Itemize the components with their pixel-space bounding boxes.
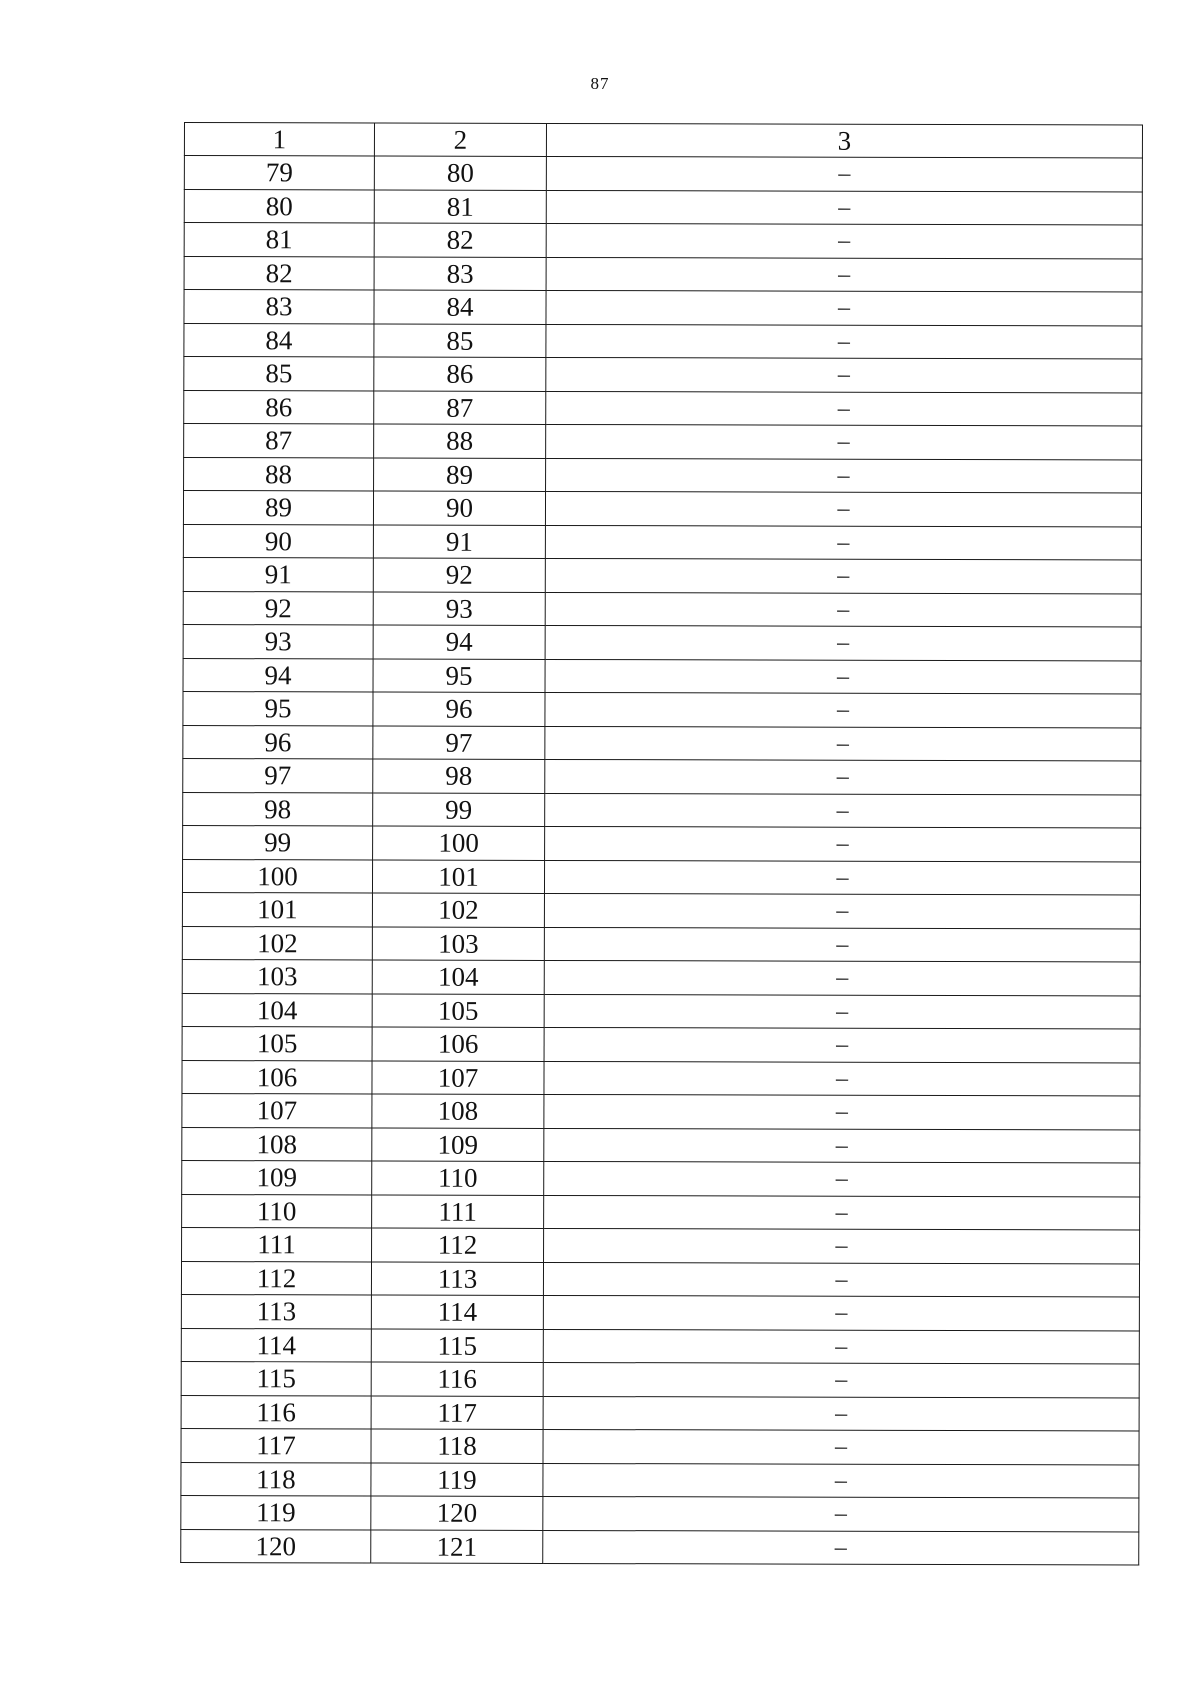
- table-row: [183, 758, 1141, 794]
- table-row: [181, 1361, 1139, 1397]
- table-cell-col-2: 87: [374, 390, 546, 424]
- table-cell-col-2: 99: [373, 792, 545, 826]
- table-cell-col-1: 115: [181, 1361, 371, 1395]
- table-cell-col-3: –: [543, 1463, 1139, 1498]
- table-cell-col-1: 85: [184, 357, 374, 391]
- table-cell-col-3: –: [545, 592, 1141, 627]
- table-cell-col-1: 114: [181, 1328, 371, 1362]
- table-cell-col-3: –: [543, 1429, 1139, 1464]
- table-row: [184, 424, 1142, 460]
- table-cell-col-1: 117: [181, 1428, 371, 1462]
- table-cell-col-2: 86: [374, 357, 546, 391]
- table-cell-col-1: 110: [182, 1194, 372, 1228]
- table-row: [184, 156, 1142, 192]
- table-cell-col-2: 90: [373, 491, 545, 525]
- column-header-2: 2: [374, 123, 546, 156]
- table-cell-col-2: 117: [371, 1395, 543, 1429]
- table-cell-col-3: –: [544, 1027, 1140, 1062]
- table-cell-col-2: 114: [371, 1295, 543, 1329]
- table-cell-col-3: –: [544, 927, 1140, 962]
- table-cell-col-1: 111: [182, 1227, 372, 1261]
- table-cell-col-1: 99: [183, 825, 373, 859]
- table-cell-col-3: –: [546, 458, 1142, 493]
- table-row: [183, 557, 1141, 593]
- table-cell-col-1: 104: [182, 993, 372, 1027]
- table-cell-col-2: 91: [373, 524, 545, 558]
- table-row: [183, 825, 1141, 861]
- table-row: [183, 491, 1141, 527]
- table-cell-col-2: 108: [372, 1094, 544, 1128]
- table-cell-col-2: 82: [374, 223, 546, 257]
- table-cell-col-1: 86: [184, 390, 374, 424]
- table-cell-col-2: 100: [373, 826, 545, 860]
- table-row: [182, 1127, 1140, 1163]
- table-cell-col-3: –: [545, 525, 1141, 560]
- table-row: [184, 390, 1142, 426]
- table-cell-col-1: 119: [181, 1495, 371, 1529]
- table-cell-col-2: 106: [372, 1027, 544, 1061]
- table-cell-col-2: 104: [372, 960, 544, 994]
- table-cell-col-3: –: [545, 659, 1141, 694]
- table-row: [182, 859, 1140, 895]
- table-cell-col-3: –: [545, 726, 1141, 761]
- table-cell-col-1: 94: [183, 658, 373, 692]
- table-row: [181, 1529, 1139, 1565]
- table-cell-col-3: –: [546, 357, 1142, 392]
- table-row: [181, 1294, 1139, 1330]
- table-row: [182, 1160, 1140, 1196]
- table-row: [181, 1462, 1139, 1498]
- table-row: [184, 290, 1142, 326]
- table-cell-col-3: –: [544, 893, 1140, 928]
- table-cell-col-3: –: [543, 1329, 1139, 1364]
- table-cell-col-3: –: [546, 257, 1142, 292]
- table-cell-col-1: 103: [182, 959, 372, 993]
- table-cell-col-1: 88: [184, 457, 374, 491]
- table-row: [183, 591, 1141, 627]
- table-cell-col-2: 113: [371, 1261, 543, 1295]
- table-cell-col-1: 106: [182, 1060, 372, 1094]
- table-row: [182, 1060, 1140, 1096]
- table-cell-col-2: 95: [373, 658, 545, 692]
- table-cell-col-3: –: [544, 960, 1140, 995]
- table-row: [183, 658, 1141, 694]
- table-cell-col-3: –: [545, 558, 1141, 593]
- table-cell-col-2: 94: [373, 625, 545, 659]
- table-row: [183, 524, 1141, 560]
- table-cell-col-1: 102: [182, 926, 372, 960]
- table-cell-col-1: 93: [183, 624, 373, 658]
- table-cell-col-3: –: [544, 1128, 1140, 1163]
- table-cell-col-2: 80: [374, 156, 546, 190]
- table-row: [182, 892, 1140, 928]
- table-cell-col-2: 109: [372, 1127, 544, 1161]
- table-cell-col-1: 89: [183, 491, 373, 525]
- table-cell-col-3: –: [546, 424, 1142, 459]
- table-cell-col-3: –: [544, 994, 1140, 1029]
- table-cell-col-1: 105: [182, 1026, 372, 1060]
- table-cell-col-3: –: [544, 1228, 1140, 1263]
- table-cell-col-2: 83: [374, 256, 546, 290]
- table-cell-col-1: 107: [182, 1093, 372, 1127]
- table-cell-col-1: 112: [181, 1261, 371, 1295]
- table-cell-col-3: –: [543, 1262, 1139, 1297]
- table-cell-col-1: 87: [184, 424, 374, 458]
- table-cell-col-2: 102: [372, 893, 544, 927]
- page-number: 87: [590, 74, 610, 93]
- table-cell-col-2: 84: [374, 290, 546, 324]
- table-cell-col-3: –: [545, 625, 1141, 660]
- table-cell-col-2: 88: [374, 424, 546, 458]
- table-row: [183, 792, 1141, 828]
- table-row: [182, 1026, 1140, 1062]
- table-cell-col-3: –: [545, 826, 1141, 861]
- table-cell-col-1: 98: [183, 792, 373, 826]
- table-cell-col-1: 83: [184, 290, 374, 324]
- table-row: [184, 357, 1142, 393]
- table-cell-col-2: 121: [371, 1529, 543, 1563]
- table-cell-col-1: 100: [182, 859, 372, 893]
- table-cell-col-1: 82: [184, 256, 374, 290]
- table-cell-col-3: –: [546, 156, 1142, 191]
- table-cell-col-2: 92: [373, 558, 545, 592]
- table-cell-col-2: 110: [372, 1161, 544, 1195]
- table-row: [183, 624, 1141, 660]
- table-row: [184, 256, 1142, 292]
- table-cell-col-3: –: [544, 1161, 1140, 1196]
- table-cell-col-1: 80: [184, 189, 374, 223]
- table-cell-col-1: 116: [181, 1395, 371, 1429]
- table-row: [182, 1227, 1140, 1263]
- table-cell-col-3: –: [543, 1362, 1139, 1397]
- table-cell-col-3: –: [546, 324, 1142, 359]
- table-cell-col-1: 91: [183, 557, 373, 591]
- table-cell-col-1: 109: [182, 1160, 372, 1194]
- table-cell-col-1: 92: [183, 591, 373, 625]
- table-cell-col-2: 111: [372, 1194, 544, 1228]
- table-cell-col-3: –: [544, 1195, 1140, 1230]
- table-cell-col-2: 93: [373, 591, 545, 625]
- table-cell-col-2: 98: [373, 759, 545, 793]
- data-table: [180, 122, 1143, 1566]
- table-cell-col-3: –: [546, 223, 1142, 258]
- table-cell-col-3: –: [543, 1295, 1139, 1330]
- table-cell-col-3: –: [543, 1496, 1139, 1531]
- table-row: [182, 993, 1140, 1029]
- table-cell-col-2: 116: [371, 1362, 543, 1396]
- table-cell-col-3: –: [543, 1396, 1139, 1431]
- table-cell-col-1: 118: [181, 1462, 371, 1496]
- table-cell-col-3: –: [545, 491, 1141, 526]
- table-cell-col-2: 119: [371, 1462, 543, 1496]
- column-header-1: 1: [184, 123, 374, 156]
- table-cell-col-1: 113: [181, 1294, 371, 1328]
- table-cell-col-2: 115: [371, 1328, 543, 1362]
- table-row: [181, 1495, 1139, 1531]
- table-cell-col-3: –: [544, 860, 1140, 895]
- table-cell-col-2: 81: [374, 189, 546, 223]
- table-cell-col-1: 97: [183, 758, 373, 792]
- table-cell-col-3: –: [546, 391, 1142, 426]
- table-cell-col-2: 103: [372, 926, 544, 960]
- table-row: [183, 725, 1141, 761]
- table-row: [182, 1093, 1140, 1129]
- table-cell-col-1: 120: [181, 1529, 371, 1563]
- table-cell-col-2: 107: [372, 1060, 544, 1094]
- table-cell-col-3: –: [545, 692, 1141, 727]
- table-cell-col-1: 90: [183, 524, 373, 558]
- table-row: [181, 1328, 1139, 1364]
- table-cell-col-1: 79: [184, 156, 374, 190]
- table-row: [182, 959, 1140, 995]
- table-cell-col-2: 118: [371, 1429, 543, 1463]
- table-cell-col-1: 95: [183, 691, 373, 725]
- table-cell-col-2: 89: [374, 457, 546, 491]
- table-cell-col-2: 112: [372, 1228, 544, 1262]
- table-row: [182, 1194, 1140, 1230]
- table-cell-col-3: –: [544, 1061, 1140, 1096]
- table-cell-col-1: 108: [182, 1127, 372, 1161]
- table-row: [184, 457, 1142, 493]
- table-cell-col-1: 101: [182, 892, 372, 926]
- table-cell-col-3: –: [544, 1094, 1140, 1129]
- table-cell-col-3: –: [545, 759, 1141, 794]
- table-row: [184, 223, 1142, 259]
- table-cell-col-2: 120: [371, 1496, 543, 1530]
- table-body: [181, 123, 1143, 1566]
- column-header-3: 3: [546, 123, 1142, 158]
- table-cell-col-1: 84: [184, 323, 374, 357]
- table-cell-col-1: 81: [184, 223, 374, 257]
- table-cell-col-3: –: [545, 793, 1141, 828]
- table-row: [181, 1261, 1139, 1297]
- table-row: [184, 189, 1142, 225]
- table-cell-col-1: 96: [183, 725, 373, 759]
- table-cell-col-2: 101: [372, 859, 544, 893]
- table-cell-col-3: –: [543, 1530, 1139, 1565]
- table-cell-col-2: 85: [374, 323, 546, 357]
- table-row: [182, 926, 1140, 962]
- table-cell-col-2: 105: [372, 993, 544, 1027]
- table-row: [181, 1428, 1139, 1464]
- table-cell-col-2: 96: [373, 692, 545, 726]
- table-row: [183, 691, 1141, 727]
- table-cell-col-3: –: [546, 190, 1142, 225]
- data-table-container: [184, 122, 1142, 1563]
- table-cell-col-3: –: [546, 290, 1142, 325]
- table-row: [184, 323, 1142, 359]
- table-header-row: [184, 123, 1142, 159]
- table-row: [181, 1395, 1139, 1431]
- table-cell-col-2: 97: [373, 725, 545, 759]
